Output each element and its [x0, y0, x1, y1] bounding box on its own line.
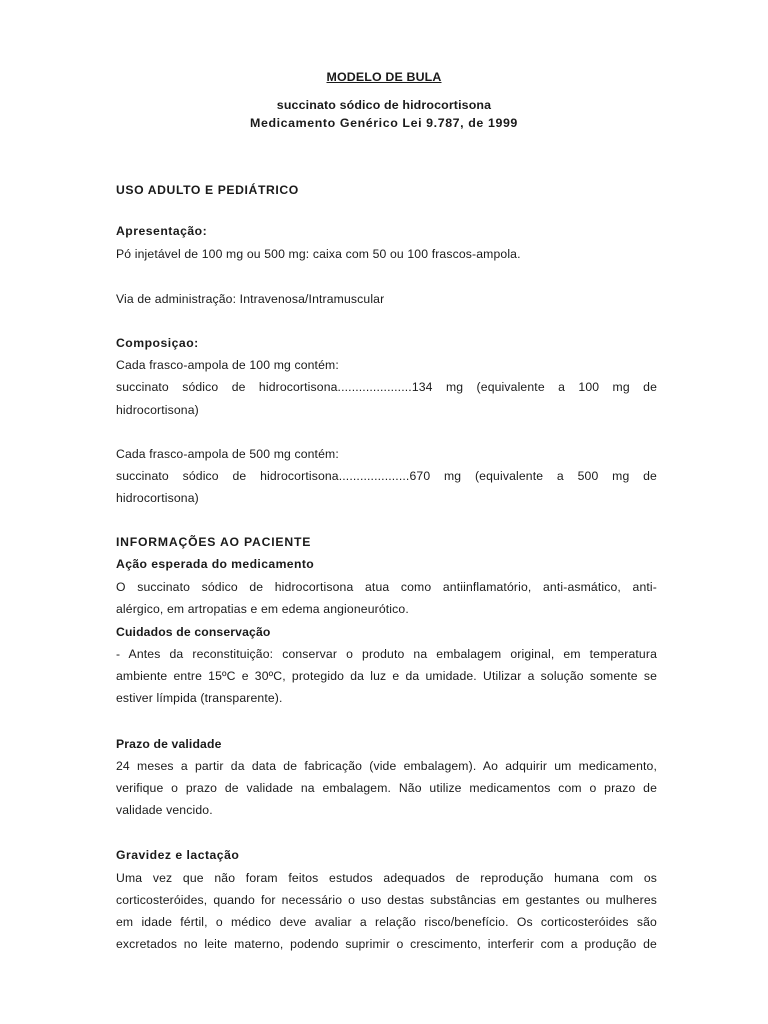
- acao-heading: Ação esperada do medicamento: [116, 557, 315, 571]
- composicao-a-line1: Cada frasco-ampola de 100 mg contém:: [116, 358, 339, 372]
- via-administracao: Via de administração: Intravenosa/Intramuscular: [116, 292, 385, 306]
- acao-line2: alérgico, em artropatias e em edema angioneurótico.: [116, 602, 409, 616]
- generic-note: Medicamento Genérico Lei 9.787, de 1999: [250, 116, 518, 130]
- document-title: MODELO DE BULA: [326, 70, 442, 84]
- info-heading: INFORMAÇÕES AO PACIENTE: [116, 535, 312, 549]
- cuidados-line2: ambiente entre 15ºC e 30ºC, protegido da luz e da umidade. Utilizar a solução somente se: [116, 669, 657, 683]
- composicao-heading: Composiçao:: [116, 336, 199, 350]
- gravidez-line2: corticosteróides, quando for necessário o uso destas substâncias em gestantes ou mulheres: [116, 893, 657, 907]
- gravidez-line4: excretados no leite materno, podendo suprimir o crescimento, interferir com a produção de: [116, 937, 657, 951]
- prazo-line2: verifique o prazo de validade na embalagem. Não utilize medicamentos com o prazo de: [116, 781, 657, 795]
- cuidados-line1: - Antes da reconstituição: conservar o produto na embalagem original, em temperatura: [116, 647, 657, 661]
- composicao-b-line2: succinato sódico de hidrocortisona....................670 mg (equivalente a 500 mg de: [116, 469, 657, 483]
- composicao-b-line3: hidrocortisona): [116, 491, 199, 505]
- apresentacao-text: Pó injetável de 100 mg ou 500 mg: caixa com 50 ou 100 frascos-ampola.: [116, 247, 521, 261]
- gravidez-line3: em idade fértil, o médico deve avaliar a relação risco/benefício. Os corticosteróides são: [116, 915, 657, 929]
- prazo-line1: 24 meses a partir da data de fabricação (vide embalagem). Ao adquirir um medicamento,: [116, 759, 657, 773]
- composicao-a-line2: succinato sódico de hidrocortisona.....................134 mg (equivalente a 100 mg de: [116, 380, 657, 394]
- gravidez-line1: Uma vez que não foram feitos estudos adequados de reprodução humana com os: [116, 871, 657, 885]
- usage-heading: USO ADULTO E PEDIÁTRICO: [116, 183, 299, 197]
- drug-name: succinato sódico de hidrocortisona: [276, 98, 492, 112]
- cuidados-line3: estiver límpida (transparente).: [116, 691, 283, 705]
- cuidados-heading: Cuidados de conservação: [116, 625, 271, 639]
- acao-line1: O succinato sódico de hidrocortisona atua como antiinflamatório, anti-asmático, anti-: [116, 580, 657, 594]
- composicao-a-line3: hidrocortisona): [116, 403, 199, 417]
- prazo-heading: Prazo de validade: [116, 737, 222, 751]
- prazo-line3: validade vencido.: [116, 803, 213, 817]
- apresentacao-heading: Apresentação:: [116, 224, 208, 238]
- composicao-b-line1: Cada frasco-ampola de 500 mg contém:: [116, 447, 339, 461]
- gravidez-heading: Gravidez e lactação: [116, 848, 240, 862]
